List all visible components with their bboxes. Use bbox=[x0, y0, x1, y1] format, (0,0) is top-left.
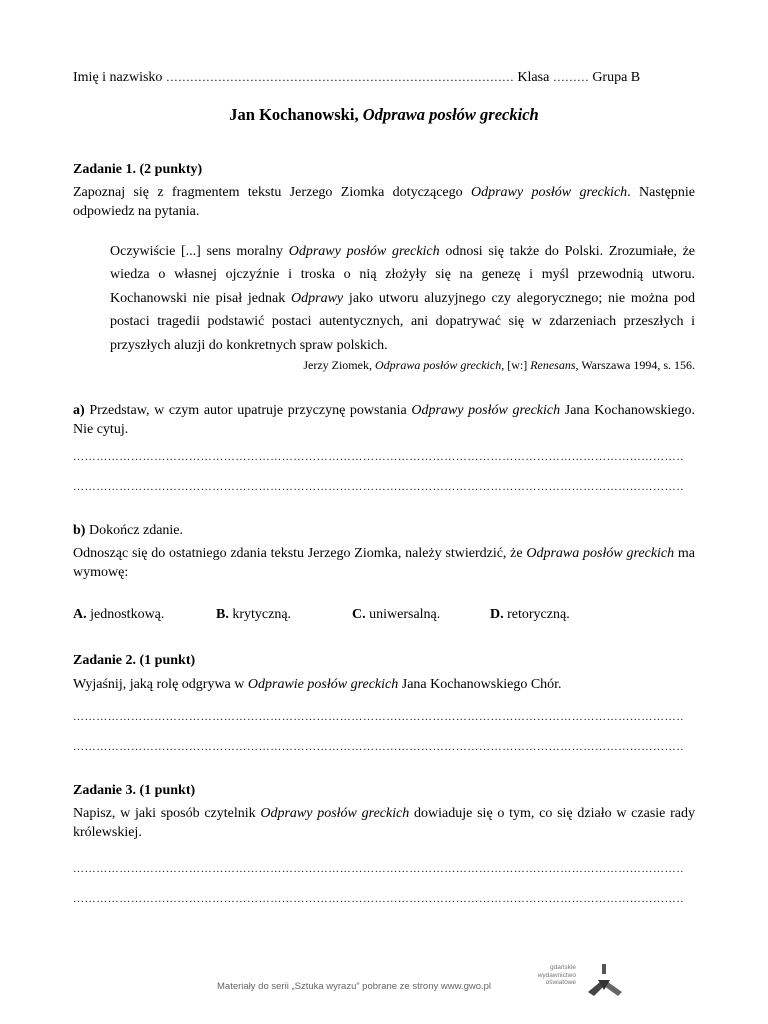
quote-block: Oczywiście [...] sens moralny Odprawy posłów greckich odnosi się także do Polski. Zrozumiałe, że wiedza o własnej ojczyźnie i troska o nią złożyły się na genezę i myśl przewodnią utworu. Kochanowski nie pisał jednak Odprawy jako utworu aluzyjnego czy alegorycznego; nie można pod postaci tragedii podstawić postaci autentycznych, ani dopatrywać się w zdarzeniach przeszłych i przyszłych aluzji do konkretnych spraw polskich. bbox=[110, 244, 695, 353]
answer-line[interactable] bbox=[73, 480, 683, 494]
option-a[interactable]: A. jednostkową. bbox=[73, 607, 165, 622]
question-b-label: b) bbox=[73, 523, 86, 538]
publisher-logo-icon bbox=[584, 962, 624, 1000]
title-work: Odprawa posłów greckich bbox=[362, 105, 539, 124]
footer-text: Materiały do serii „Sztuka wyrazu” pobrane ze strony www.gwo.pl bbox=[217, 981, 492, 992]
title-author: Jan Kochanowski, bbox=[229, 105, 359, 124]
task2-heading: Zadanie 2. (1 punkt) bbox=[73, 653, 196, 668]
option-c[interactable]: C. uniwersalną. bbox=[352, 607, 441, 622]
answer-line[interactable] bbox=[73, 710, 683, 724]
option-b[interactable]: B. krytyczną. bbox=[216, 607, 292, 622]
name-field-dots[interactable]: …………………………………………………………………………… bbox=[165, 70, 514, 84]
answer-line[interactable] bbox=[73, 740, 683, 754]
publisher-logo bbox=[532, 962, 627, 1002]
task2-text: Wyjaśnij, jaką rolę odgrywa w Odprawie posłów greckich Jana Kochanowskiego Chór. bbox=[73, 677, 562, 692]
student-header bbox=[73, 68, 695, 87]
class-field-dots[interactable]: ……… bbox=[552, 70, 589, 84]
answer-line[interactable] bbox=[73, 862, 683, 876]
class-label: Klasa bbox=[517, 70, 550, 85]
name-label: Imię i nazwisko bbox=[73, 70, 163, 85]
publisher-logo-text: gdańskie wydawnictwo oświatowe bbox=[537, 964, 576, 986]
task1-heading: Zadanie 1. (2 punkty) bbox=[73, 162, 203, 177]
task3-text: Napisz, w jaki sposób czytelnik Odprawy posłów greckich dowiaduje się o tym, co się działo w czasie rady królewskiej. bbox=[73, 806, 695, 840]
option-d[interactable]: D. retoryczną. bbox=[490, 607, 570, 622]
quote-source: Jerzy Ziomek, Odprawa posłów greckich, [w:] Renesans, Warszawa 1994, s. 156. bbox=[303, 358, 695, 372]
group-label: Grupa B bbox=[592, 70, 641, 85]
question-a-label: a) bbox=[73, 403, 85, 418]
question-a: a) Przedstaw, w czym autor upatruje przyczynę powstania Odprawy posłów greckich Jana Kochanowskiego. Nie cytuj. bbox=[73, 403, 696, 437]
page-title bbox=[0, 104, 768, 126]
question-b: b) Dokończ zdanie. bbox=[73, 523, 184, 538]
task3-heading: Zadanie 3. (1 punkt) bbox=[73, 783, 196, 798]
question-b-stem: Odnosząc się do ostatniego zdania tekstu Jerzego Ziomka, należy stwierdzić, że Odprawa posłów greckich ma wymowę: bbox=[73, 546, 695, 580]
answer-line[interactable] bbox=[73, 450, 683, 464]
answer-line[interactable] bbox=[73, 892, 683, 906]
task1-intro: Zapoznaj się z fragmentem tekstu Jerzego Ziomka dotyczącego Odprawy posłów greckich. Następnie odpowiedz na pytania. bbox=[73, 185, 696, 219]
